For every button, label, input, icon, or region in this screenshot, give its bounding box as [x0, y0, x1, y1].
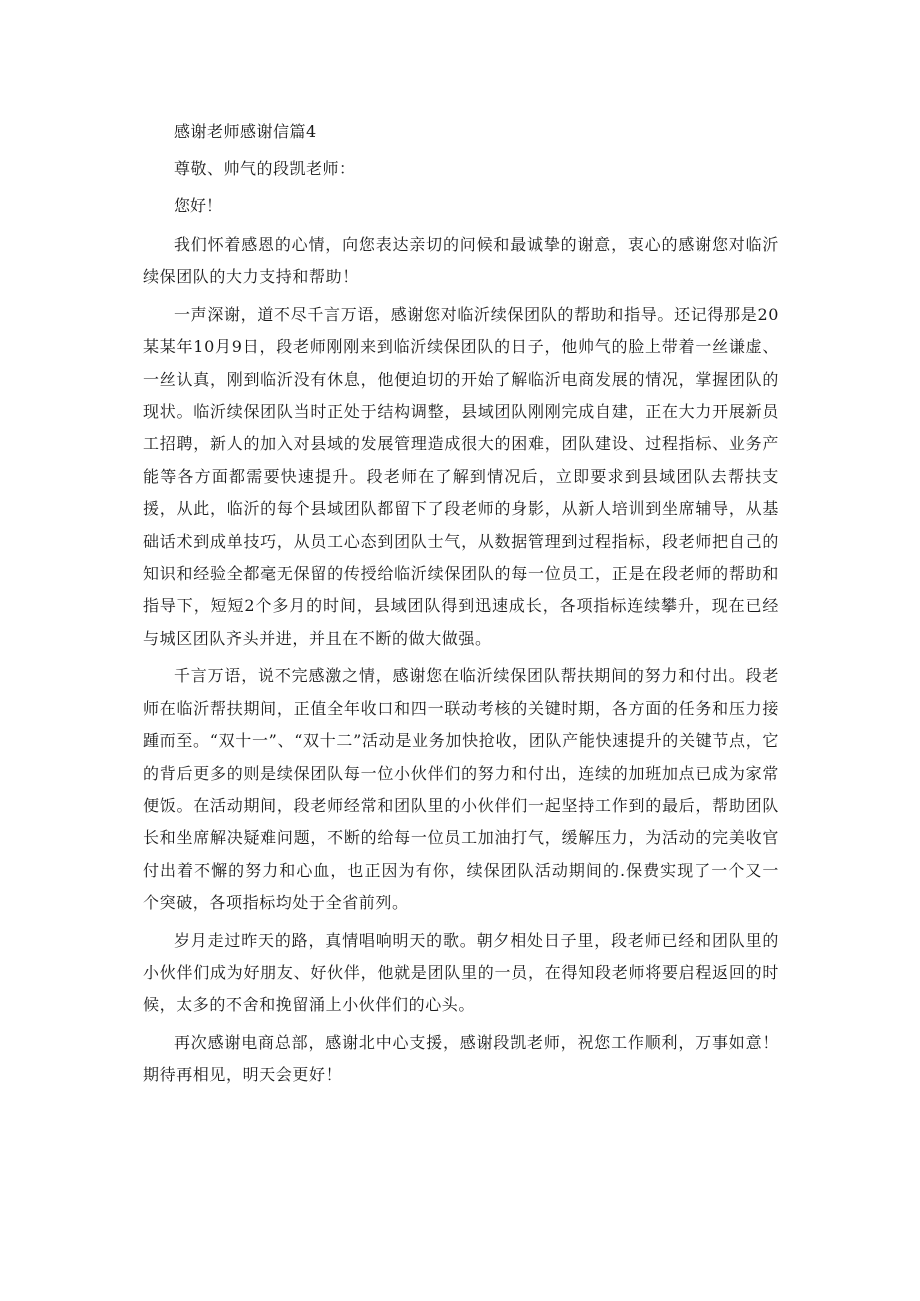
letter-paragraph-4: 岁月走过昨天的路，真情唱响明天的歌。朝夕相处日子里，段老师已经和团队里的小伙伴们成为好朋友、好伙伴，他就是团队里的一员，在得知段老师将要启程返回的时候，太多的不舍和挽留涌上小伙伴们的心头。	[143, 930, 779, 1015]
letter-salutation: 尊敬、帅气的段凯老师：	[174, 159, 356, 178]
letter-paragraph-3: 千言万语，说不完感激之情，感谢您在临沂续保团队帮扶期间的努力和付出。段老师在临沂帮扶期间，正值全年收口和四一联动考核的关键时期，各方面的任务和压力接踵而至。“双十一”、“双十二”活动是业务加快抢收，团队产能快速提升的关键节点，它的背后更多的则是续保团队每一位小伙伴们的努力和付出，连续的加班加点已成为家常便饭。在活动期间，段老师经常和团队里的小伙伴们一起坚持工作到的最后，帮助团队长和坐席解决疑难问题，不断的给每一位员工加油打气，缓解压力，为活动的完美收官付出着不懈的努力和心血，也正因为有你，续保团队活动期间的.保费实现了一个又一个突破，各项指标均处于全省前列。	[143, 666, 779, 913]
letter-paragraph-1: 我们怀着感恩的心情，向您表达亲切的问候和最诚挚的谢意，衷心的感谢您对临沂续保团队的大力支持和帮助！	[143, 235, 779, 287]
letter-title: 感谢老师感谢信篇4	[174, 122, 317, 141]
letter-page	[143, 118, 779, 1097]
letter-paragraph-2: 一声深谢，道不尽千言万语，感谢您对临沂续保团队的帮助和指导。还记得那是20某某年10月9日，段老师刚刚来到临沂续保团队的日子，他帅气的脸上带着一丝谦虚、一丝认真，刚到临沂没有休息，他便迫切的开始了解临沂电商发展的情况，掌握团队的现状。临沂续保团队当时正处于结构调整，县域团队刚刚完成自建，正在大力开展新员工招聘，新人的加入对县域的发展管理造成很大的困难，团队建设、过程指标、业务产能等各方面都需要快速提升。段老师在了解到情况后，立即要求到县域团队去帮扶支援，从此，临沂的每个县域团队都留下了段老师的身影，从新人培训到坐席辅导，从基础话术到成单技巧，从员工心态到团队士气，从数据管理到过程指标，段老师把自己的知识和经验全都毫无保留的传授给临沂续保团队的每一位员工，正是在段老师的帮助和指导下，短短2个多月的时间，县域团队得到迅速成长，各项指标连续攀升，现在已经与城区团队齐头并进，并且在不断的做大做强。	[143, 304, 779, 648]
letter-greeting: 您好！	[174, 196, 223, 215]
letter-paragraph-5: 再次感谢电商总部，感谢北中心支援，感谢段凯老师，祝您工作顺利，万事如意！期待再相见，明天会更好！	[143, 1032, 779, 1085]
